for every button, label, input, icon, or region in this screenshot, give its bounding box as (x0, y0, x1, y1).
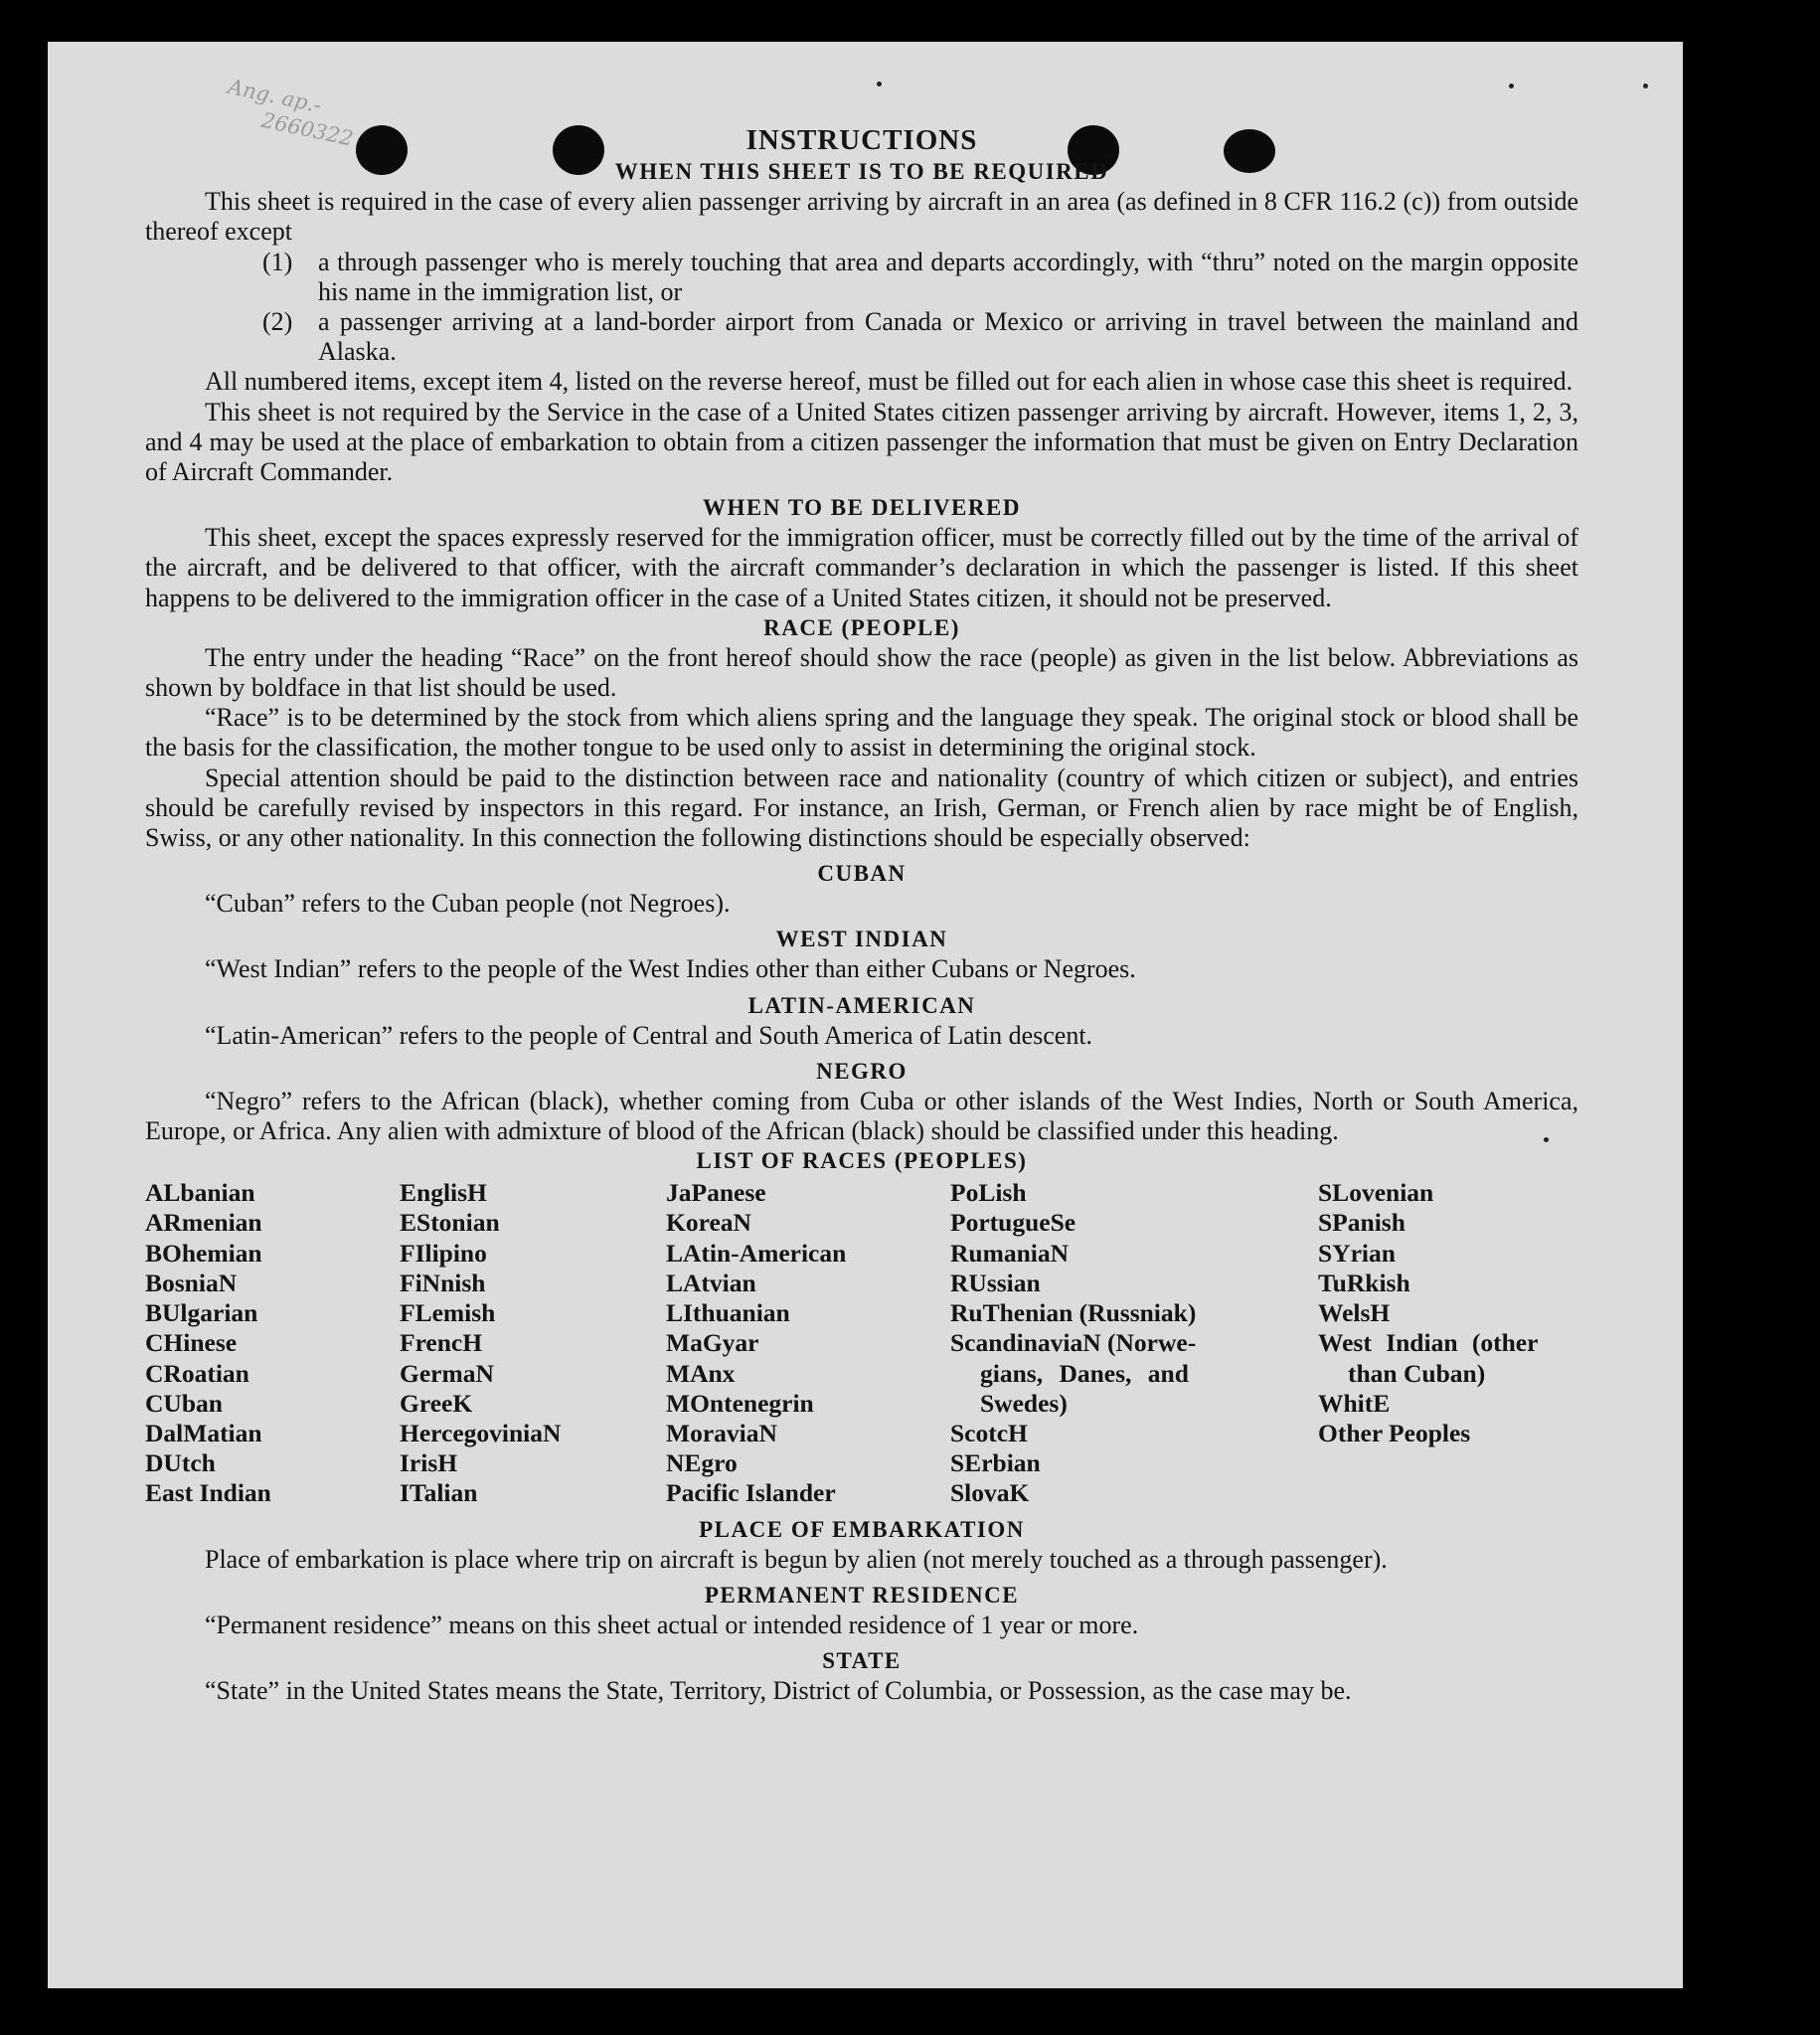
item-number: (2) (262, 307, 293, 337)
section-heading: PLACE OF EMBARKATION (699, 1516, 1025, 1542)
section-heading: RACE (PEOPLE) (763, 614, 960, 640)
race-entry: MAnx (666, 1358, 736, 1388)
section-heading: WHEN THIS SHEET IS TO BE REQUIRED (614, 159, 1109, 185)
ink-speck (1509, 84, 1514, 88)
ink-speck (877, 82, 882, 86)
race-entry: EnglisH (400, 1178, 487, 1208)
paragraph: “Latin-American” refers to the people of Central and South America of Latin descent. (205, 1020, 1093, 1050)
race-entry: WhitE (1318, 1388, 1391, 1418)
numbered-item (262, 248, 1578, 307)
race-column (666, 1178, 950, 1508)
race-entry-continued: than Cuban) (1348, 1358, 1486, 1388)
race-column (950, 1178, 1318, 1508)
race-entry: EStonian (400, 1208, 500, 1238)
paragraph: “Race” is to be determined by the stock from which aliens spring and the language they speak. The original stock or blood shall be the basis for the classification, the mother tongue to be used only to assist in determining the original stock. (145, 703, 1578, 763)
paragraph: “Negro” refers to the African (black), whether coming from Cuba or other islands of the West Indies, North or South America, Europe, or Africa. Any alien with admixture of blood of the African (black) should be classified under this heading. (145, 1086, 1578, 1146)
section-heading: WHEN TO BE DELIVERED (703, 495, 1021, 521)
race-entry: FIlipino (400, 1238, 487, 1268)
paragraph: All numbered items, except item 4, listed on the reverse hereof, must be filled out for each alien in whose case this sheet is required. (205, 367, 1573, 397)
paragraph: “Cuban” refers to the Cuban people (not Negroes). (205, 889, 731, 919)
paragraph: Special attention should be paid to the distinction between race and nationality (country of which citizen or subject), and entries should be carefully revised by inspectors in this regard. For instance, an Irish, German, or French alien by race might be of English, Swiss, or any other nationality. In this connection the following distinctions should be especially observed: (145, 763, 1578, 853)
paragraph: “Permanent residence” means on this sheet actual or intended residence of 1 year or more. (205, 1610, 1139, 1639)
race-entry: DalMatian (145, 1418, 262, 1447)
race-entry: BosniaN (145, 1268, 238, 1297)
race-entry: ALbanian (145, 1178, 255, 1208)
race-entry: CHinese (145, 1328, 238, 1358)
paragraph: This sheet is required in the case of every alien passenger arriving by aircraft in an area (as defined in 8 CFR 116.2 (c)) from outside thereof except (145, 187, 1578, 247)
item-text: a passenger arriving at a land-border airport from Canada or Mexico or arriving in travel between the mainland and Alaska. (318, 307, 1578, 367)
race-entry: DUtch (145, 1448, 216, 1478)
race-entry: CRoatian (145, 1358, 249, 1388)
race-column (400, 1178, 666, 1508)
race-entry: KoreaN (666, 1208, 751, 1238)
section-heading: LIST OF RACES (PEOPLES) (696, 1148, 1028, 1174)
paragraph: “State” in the United States means the State, Territory, District of Columbia, or Possession, as the case may be. (205, 1675, 1352, 1705)
race-entry: Pacific Islander (666, 1478, 836, 1508)
race-entry: ScandinaviaN (Norwe- (950, 1328, 1197, 1358)
race-column (1318, 1178, 1578, 1508)
ink-speck (1643, 84, 1648, 88)
paragraph: The entry under the heading “Race” on the front hereof should show the race (people) as given in the list below. Abbreviations as shown by boldface in that list should be used. (145, 642, 1578, 703)
race-entry: TuRkish (1318, 1268, 1410, 1297)
race-entry: BOhemian (145, 1238, 262, 1268)
section-heading: STATE (822, 1647, 902, 1673)
paragraph: “West Indian” refers to the people of the West Indies other than either Cubans or Negroes. (205, 954, 1136, 984)
race-entry: FrencH (400, 1328, 483, 1358)
race-entry: SLovenian (1318, 1178, 1434, 1208)
race-entry: MaGyar (666, 1328, 759, 1358)
race-entry: GermaN (400, 1358, 494, 1388)
race-entry: WelsH (1318, 1298, 1391, 1328)
section-heading: PERMANENT RESIDENCE (704, 1582, 1020, 1608)
race-entry: GreeK (400, 1388, 473, 1418)
race-column (145, 1178, 400, 1508)
section-heading: LATIN-AMERICAN (747, 992, 976, 1018)
race-entry: ARmenian (145, 1208, 262, 1238)
handwriting-line: Ang. ap.- (226, 74, 324, 118)
instructions-content (145, 125, 1578, 1706)
race-entry: FiNnish (400, 1268, 486, 1297)
race-entry: MOntenegrin (666, 1388, 814, 1418)
race-entry: RumaniaN (950, 1238, 1070, 1268)
handwriting-line: 2660322 (258, 107, 356, 151)
race-entry: NEgro (666, 1448, 738, 1478)
race-entry: East Indian (145, 1478, 271, 1508)
race-entry-continued: Swedes) (980, 1388, 1068, 1418)
numbered-item (262, 307, 1578, 367)
page-title: INSTRUCTIONS (745, 124, 978, 156)
race-entry: MoraviaN (666, 1418, 777, 1447)
item-text: a through passenger who is merely touching that area and departs accordingly, with “thru” noted on the margin opposite his name in the immigration list, or (318, 247, 1578, 306)
section-heading: WEST INDIAN (775, 927, 948, 952)
race-entry: ScotcH (950, 1418, 1028, 1447)
paragraph: This sheet, except the spaces expressly reserved for the immigration officer, must be correctly filled out by the time of the arrival of the aircraft, and be delivered to that officer, with the aircraft commander’s declaration in which the passenger is listed. If this sheet happens to be delivered to the immigration officer in the case of a United States citizen, it should not be preserved. (145, 523, 1578, 612)
race-entry: HercegoviniaN (400, 1418, 562, 1447)
race-entry: FLemish (400, 1298, 496, 1328)
race-entry: JaPanese (666, 1178, 766, 1208)
race-entry: SPanish (1318, 1208, 1406, 1238)
race-entry: West Indian (other (1318, 1328, 1539, 1358)
race-entry: IrisH (400, 1448, 458, 1478)
race-entry: SlovaK (950, 1478, 1030, 1508)
paragraph: Place of embarkation is place where trip on aircraft is begun by alien (not merely touched as a through passenger). (205, 1544, 1388, 1574)
race-entry: Other Peoples (1318, 1418, 1471, 1447)
race-entry: CUban (145, 1388, 223, 1418)
race-entry: SErbian (950, 1448, 1041, 1478)
race-list (145, 1178, 1578, 1508)
paragraph: This sheet is not required by the Service in the case of a United States citizen passenger arriving by aircraft. However, items 1, 2, 3, and 4 may be used at the place of embarkation to obtain from a citizen passenger the information that must be given on Entry Declaration of Aircraft Commander. (145, 397, 1578, 487)
section-heading: CUBAN (817, 861, 907, 887)
race-entry: LAtvian (666, 1268, 756, 1297)
race-entry: PoLish (950, 1178, 1027, 1208)
section-heading: NEGRO (816, 1058, 908, 1084)
race-entry: SYrian (1318, 1238, 1396, 1268)
race-entry: ITalian (400, 1478, 478, 1508)
race-entry: LAtin-American (666, 1238, 847, 1268)
race-entry: PortugueSe (950, 1208, 1076, 1238)
race-entry: RuThenian (Russniak) (950, 1298, 1197, 1328)
race-entry: BUlgarian (145, 1298, 258, 1328)
item-number: (1) (262, 247, 293, 276)
race-entry-continued: gians, Danes, and (980, 1358, 1189, 1388)
race-entry: RUssian (950, 1268, 1041, 1297)
race-entry: LIthuanian (666, 1298, 790, 1328)
